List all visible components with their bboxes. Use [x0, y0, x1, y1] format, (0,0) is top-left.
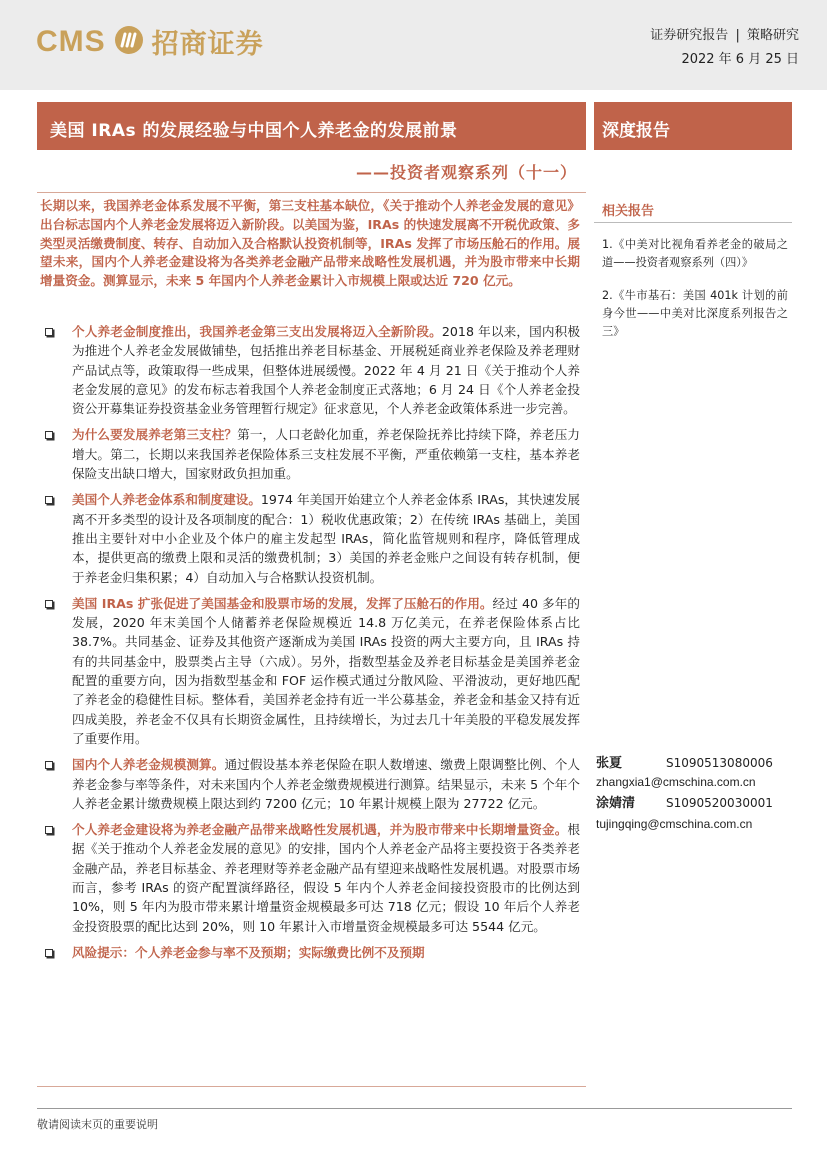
meta-separator: |: [735, 28, 740, 43]
bullet-body: 根据《关于推动个人养老金发展的意见》的安排，国内个人养老金产品将主要投资于各类养老金融产品，养老目标基金、养老理财等养老金融产品有望迎来战略性发展机遇。对股票市场而言，参考 IRAs 的资产配置演绎路径，假设 5 年内个人养老金间接投资股市的比例达到 10%，则 5 年内为股市带来累计增量资金规模最多可达 718 亿元；假设 10 年后个人养老金投资股票的配比达到 20%，则 10 年累计入市增量资金规模最多可达 5544 亿元。: [72, 822, 580, 934]
summary-paragraph: 长期以来，我国养老金体系发展不平衡，第三支柱基本缺位，《关于推动个人养老金发展的意见》出台标志国内个人养老金发展将迈入新阶段。以美国为鉴，IRAs 的快速发展离不开税优政策、多类型灵活缴费制度、转存、自动加入及合格默认投资机制等，IRAs 发挥了市场压舱石的作用。展望未来，国内个人养老金建设将为各类养老金融产品带来战略性发展机遇，并为股市带来中长期增量资金。测算显示，未来 5 年国内个人养老金累计入市规模上限或达近 720 亿元。: [40, 198, 580, 289]
bullet-lead: 美国 IRAs 扩张促进了美国基金和股票市场的发展，发挥了压舱石的作用。: [72, 595, 493, 611]
related-report-link[interactable]: 1.《中美对比视角看养老金的破局之道——投资者观察系列（四）》: [602, 238, 788, 269]
bullet-body: 2018 年以来，国内积极为推进个人养老金发展做铺垫，包括推出养老目标基金、开展税延商业养老保险及养老理财产品试点等，政策取得一些成果，但整体进展缓慢。2022 年 4 月 21 日《关于推动个人养老金发展的意见》的发布标志着我国个人养老金制度正式落地；6 月 24 日《个人养老金投资公开募集证券投资基金业务管理暂行规定》征求意见，个人养老金政策体系进一步完善。: [72, 324, 581, 417]
bullet-lead: 个人养老金建设将为养老金融产品带来战略性发展机遇，并为股市带来中长期增量资金。: [72, 822, 568, 838]
page-subtitle: ——投资者观察系列（十一）: [355, 163, 577, 182]
bullet-body: 1974 年美国开始建立个人养老金体系 IRAs，其快速发展离不开多类型的设计及各项制度的配合：1）税收优惠政策；2）在传统 IRAs 基础上，美国推出主要针对中小企业及个体户的雇主发起型 IRAs，简化监管规则和程序，降低管理成本，提供更高的缴费上限和灵活的缴费机制；3）美国的养老金账户之间设有转存机制，便于养老金归集积累；4）自动加入与合格默认投资机制。: [72, 492, 581, 585]
bullet-lead: 国内个人养老金规模测算。: [72, 757, 225, 773]
bullet-square-icon: [45, 496, 53, 504]
analyst-name: 张夏: [596, 756, 623, 771]
bullet-body: 通过假设基本养老保险在职人数增速、缴费上限调整比例、个人养老金参与率等条件，对未来国内个人养老金缴费规模进行测算。结果显示，未来 5 个年个人养老金累计缴费规模上限达到约 7200 亿元；10 年累计规模上限为 27722 亿元。: [72, 757, 581, 811]
bullet-lead: 为什么要发展养老第三支柱？: [72, 427, 238, 443]
bullet-list: [40, 322, 580, 969]
analyst-email[interactable]: zhangxia1@cmschina.com.cn: [596, 775, 756, 789]
report-type: 证券研究报告: [650, 28, 729, 43]
analyst-card: [596, 752, 796, 789]
bullet-body: 经过 40 多年的发展，2020 年末美国个人储蓄养老保险规模近 14.8 万亿美元，在养老保险体系占比 38.7%。共同基金、证券及其他资产逐渐成为美国 IRAs 投资的两大主要方向，且 IRAs 持有的共同基金中，股票类占主导（六成）。另外，指数型基金及养老目标基金是美国养老金配置的重要方向，因为指数型基金和 FOF 运作模式通过分散风险、平滑波动，更好地匹配了养老金的稳健性目标。整体看，美国养老金持有近一半公募基金，养老金和基金又持有近四成美股，养老金不仅具有长期资金属性，且持续增长，为过去几十年美股的平稳发展发挥了重要作用。: [72, 595, 580, 746]
bullet-square-icon: [45, 600, 53, 608]
bullet-square-icon: [45, 826, 53, 834]
report-date: 2022 年 6 月 25 日: [681, 52, 799, 67]
company-logo: [36, 22, 264, 61]
logo-latin: CMS: [36, 24, 106, 58]
report-meta: [650, 24, 799, 72]
bullet-item: [40, 820, 580, 936]
related-report-link[interactable]: 2.《牛市基石：美国 401k 计划的前身今世——中美对比深度系列报告之三》: [602, 289, 788, 338]
report-label: 深度报告: [602, 121, 670, 141]
bullet-item: [40, 755, 580, 813]
report-category: 策略研究: [746, 28, 799, 43]
risk-divider: [37, 1086, 586, 1087]
bullet-item: [40, 322, 580, 418]
analyst-id: S1090520030001: [666, 796, 773, 810]
logo-chinese: 招商证券: [151, 29, 264, 60]
bullet-item: [40, 425, 580, 483]
bullet-square-icon: [45, 949, 53, 957]
footer-divider: [37, 1108, 792, 1109]
bullet-item: [40, 594, 580, 748]
risk-warning-text: 风险提示：个人养老金参与率不及预期；实际缴费比例不及预期: [72, 944, 425, 960]
sidebar-divider: [594, 222, 792, 223]
subtitle-divider: [37, 192, 586, 193]
bullet-body: 第一，人口老龄化加重，养老保险抚养比持续下降，养老压力增大。第二，长期以来我国养老保险体系三支柱发展不平衡，严重依赖第一支柱，基本养老保险支出缺口增大，国家财政负担加重。: [72, 427, 581, 482]
risk-warning: [40, 943, 580, 962]
bullet-lead: 美国个人养老金体系和制度建设。: [72, 492, 261, 508]
analyst-card: [596, 792, 796, 831]
bullet-item: [40, 490, 580, 586]
bullet-square-icon: [45, 761, 53, 769]
analyst-name: 涂婧清: [596, 796, 636, 811]
bullet-square-icon: [45, 328, 53, 336]
bullet-square-icon: [45, 431, 53, 439]
related-reports-list: [602, 236, 788, 356]
bullet-lead: 个人养老金制度推出，我国养老金第三支出发展将迈入全新阶段。: [72, 324, 442, 339]
related-reports-title: 相关报告: [602, 204, 655, 219]
logo-emblem-icon: [114, 25, 144, 59]
analyst-email[interactable]: tujingqing@cmschina.com.cn: [596, 817, 753, 831]
analyst-id: S1090513080006: [666, 756, 773, 770]
footer-note: 敬请阅读末页的重要说明: [37, 1118, 158, 1131]
page-title: 美国 IRAs 的发展经验与中国个人养老金的发展前景: [50, 121, 458, 141]
